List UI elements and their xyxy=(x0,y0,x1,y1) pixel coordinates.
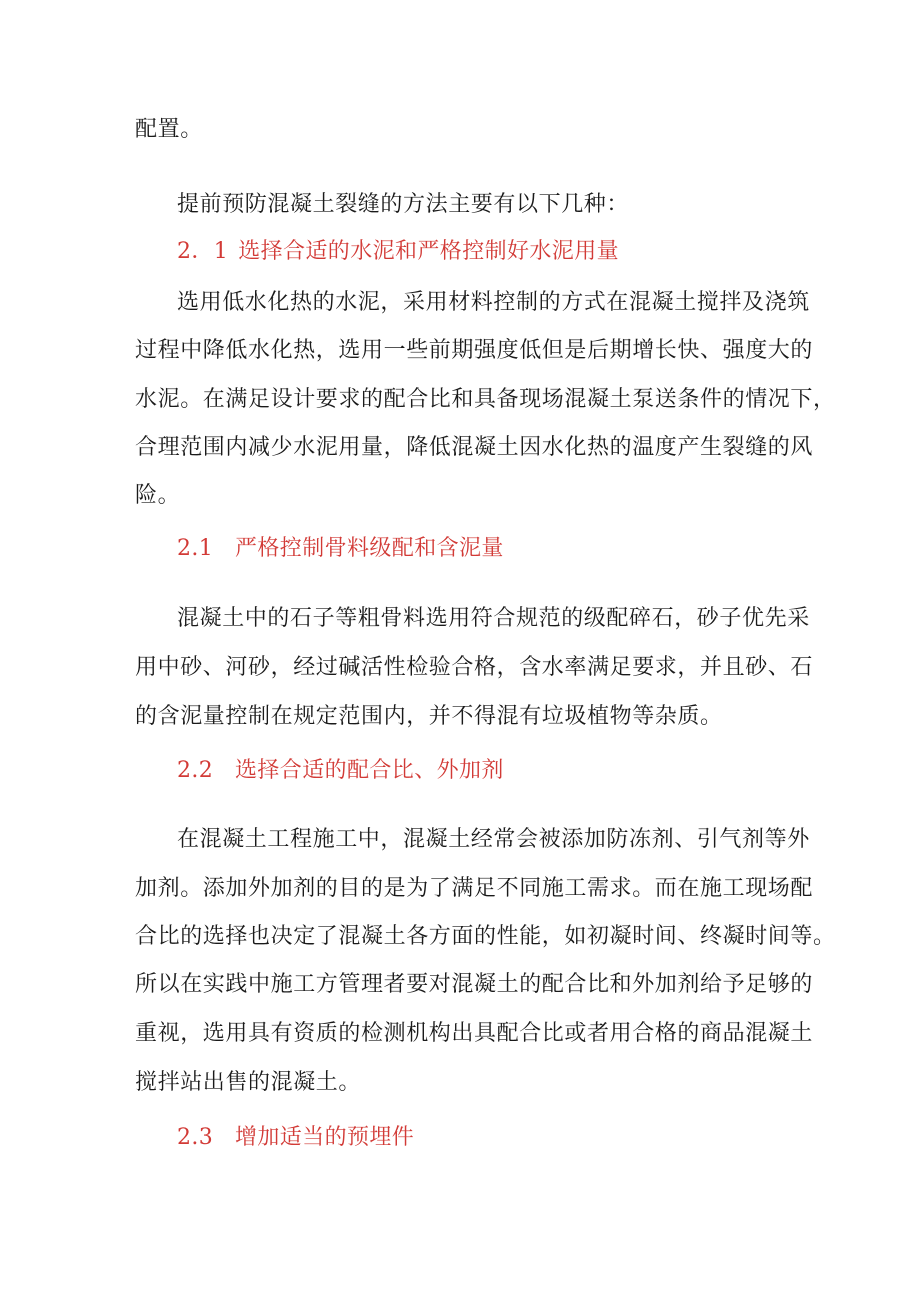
paragraph-line: 用中砂、河砂，经过碱活性检验合格，含水率满足要求，并且砂、石 xyxy=(135,655,814,680)
paragraph-line: 混凝土中的石子等粗骨料选用符合规范的级配碎石，砂子优先采 xyxy=(177,606,810,631)
section-heading xyxy=(177,1124,414,1152)
paragraph-line: 提前预防混凝土裂缝的方法主要有以下几种： xyxy=(177,192,630,217)
heading-number: 2.1 xyxy=(177,536,214,561)
paragraph-line: 合比的选择也决定了混凝土各方面的性能，如初凝时间、终凝时间等。 xyxy=(135,924,836,949)
paragraph-line: 搅拌站出售的混凝土。 xyxy=(135,1070,362,1095)
heading-number: 2.2 xyxy=(177,758,214,783)
heading-title: 增加适当的预埋件 xyxy=(235,1125,415,1150)
section-heading xyxy=(177,757,504,785)
paragraph-line: 合理范围内减少水泥用量，降低混凝土因水化热的温度产生裂缝的风 xyxy=(135,435,814,460)
paragraph-line: 配置。 xyxy=(135,117,203,142)
section-heading xyxy=(177,238,619,266)
paragraph-line: 重视，选用具有资质的检测机构出具配合比或者用合格的商品混凝土 xyxy=(135,1021,814,1046)
paragraph-line: 所以在实践中施工方管理者要对混凝土的配合比和外加剂给予足够的 xyxy=(135,972,814,997)
heading-title: 严格控制骨料级配和含泥量 xyxy=(235,536,504,561)
paragraph-line: 过程中降低水化热，选用一些前期强度低但是后期增长快、强度大的 xyxy=(135,338,814,363)
paragraph-line: 险。 xyxy=(135,483,181,508)
section-heading xyxy=(177,535,504,563)
paragraph-line: 在混凝土工程施工中，混凝土经常会被添加防冻剂、引气剂等外 xyxy=(177,827,810,852)
paragraph-line: 水泥。在满足设计要求的配合比和具备现场混凝土泵送条件的情况下， xyxy=(135,387,836,412)
heading-title: 选择合适的配合比、外加剂 xyxy=(235,758,504,783)
heading-title: 选择合适的水泥和严格控制好水泥用量 xyxy=(238,239,620,264)
paragraph-line: 加剂。添加外加剂的目的是为了满足不同施工需求。而在施工现场配 xyxy=(135,876,814,901)
paragraph-line: 的含泥量控制在规定范围内，并不得混有垃圾植物等杂质。 xyxy=(135,704,723,729)
paragraph-line: 选用低水化热的水泥，采用材料控制的方式在混凝土搅拌及浇筑 xyxy=(177,290,810,315)
heading-number: 2．1 xyxy=(177,239,229,264)
heading-number: 2.3 xyxy=(177,1125,214,1150)
